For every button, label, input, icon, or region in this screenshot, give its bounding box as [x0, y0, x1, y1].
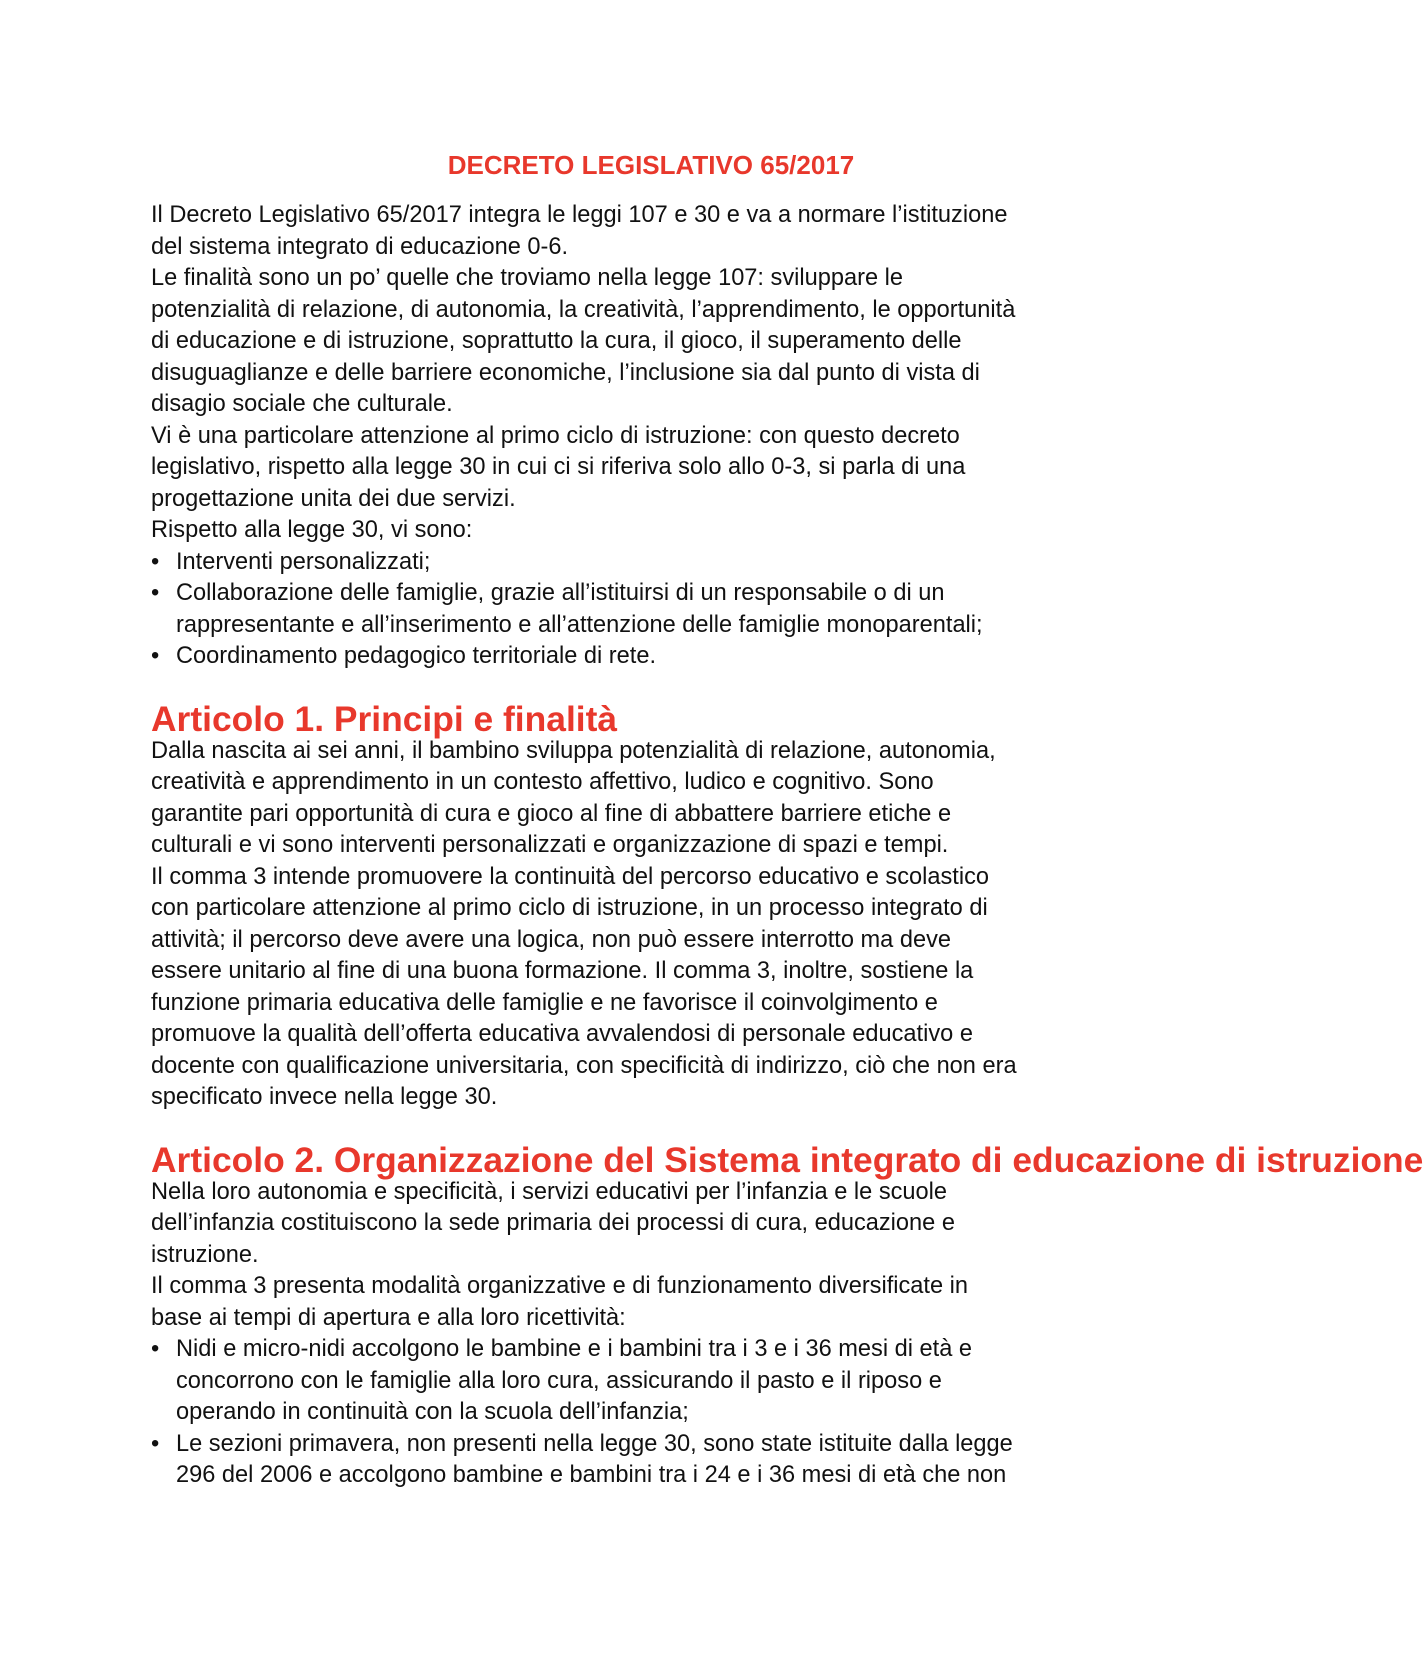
article-2-line: Il comma 3 presenta modalità organizzative e di funzionamento diversificate in: [151, 1273, 969, 1299]
list-item: [151, 641, 1151, 673]
intro-line: legislativo, rispetto alla legge 30 in cui ci si riferiva solo allo 0-3, si parla di una: [151, 454, 966, 480]
article-2-line: base ai tempi di apertura e alla loro ricettività:: [151, 1304, 626, 1331]
intro-line: Rispetto alla legge 30, vi sono:: [151, 517, 473, 543]
list-item-text: operando in continuità con la scuola dell’infanzia;: [176, 1399, 689, 1425]
intro-line: del sistema integrato di educazione 0-6.: [151, 233, 569, 260]
intro-line: Il Decreto Legislativo 65/2017 integra le leggi 107 e 30 e va a normare l’istituzione: [151, 202, 1008, 228]
intro-line: progettazione unita dei due servizi.: [151, 485, 516, 512]
intro-section: [151, 200, 1151, 673]
article-1-line: garantite pari opportunità di cura e gioco al fine di abbattere barriere etiche e: [151, 800, 952, 827]
document-page: [151, 148, 1423, 1492]
article-1-heading: Articolo 1. Principi e finalità: [151, 699, 618, 739]
intro-line: Le finalità sono un po’ quelle che troviamo nella legge 107: sviluppare le: [151, 265, 904, 291]
list-item: [151, 1429, 1151, 1492]
article-2-section: [151, 1140, 1423, 1492]
article-1-line: attività; il percorso deve avere una logica, non può essere interrotto ma deve: [151, 926, 952, 953]
article-1-line: culturali e vi sono interventi personalizzati e organizzazione di spazi e tempi.: [151, 832, 949, 858]
list-item-text: 296 del 2006 e accolgono bambine e bambini tra i 24 e i 36 mesi di età che non: [176, 1462, 1007, 1488]
bullet-icon: •: [151, 580, 160, 606]
article-1-line: Il comma 3 intende promuovere la continuità del percorso educativo e scolastico: [151, 863, 990, 890]
article-2-heading: Articolo 2. Organizzazione del Sistema integrato di educazione di istruzione: [151, 1140, 1423, 1180]
article-2-line: istruzione.: [151, 1241, 259, 1268]
intro-line: di educazione e di istruzione, soprattutto la cura, il gioco, il superamento delle: [151, 328, 962, 354]
article-1-line: creatività e apprendimento in un contesto affettivo, ludico e cognitivo. Sono: [151, 769, 934, 795]
bullet-icon: •: [151, 548, 160, 575]
list-item-text: Coordinamento pedagogico territoriale di rete.: [176, 643, 657, 669]
list-item: [151, 547, 1151, 579]
article-1-line: promuove la qualità dell’offerta educativa avvalendosi di personale educativo e: [151, 1021, 973, 1047]
article-1-line: essere unitario al fine di una buona formazione. Il comma 3, inoltre, sostiene la: [151, 958, 974, 984]
intro-line: disuguaglianze e delle barriere economiche, l’inclusione sia dal punto di vista di: [151, 359, 980, 386]
article-1-line: Dalla nascita ai sei anni, il bambino sviluppa potenzialità di relazione, autonomia,: [151, 737, 996, 764]
intro-line: disagio sociale che culturale.: [151, 391, 453, 417]
list-item-text: Collaborazione delle famiglie, grazie all’istituirsi di un responsabile o di un: [176, 580, 945, 606]
bullet-icon: •: [151, 1430, 160, 1457]
list-item: [151, 1334, 1151, 1429]
article-2-bullet-list: [151, 1334, 1151, 1492]
list-item-text: Le sezioni primavera, non presenti nella legge 30, sono state istituite dalla legge: [176, 1430, 1013, 1457]
list-item-text: concorrono con le famiglie alla loro cura, assicurando il pasto e il riposo e: [176, 1367, 942, 1394]
article-1-line: docente con qualificazione universitaria, con specificità di indirizzo, ciò che non era: [151, 1052, 1017, 1079]
list-item: [151, 578, 1151, 641]
article-2-line: Nella loro autonomia e specificità, i servizi educativi per l’infanzia e le scuole: [151, 1178, 948, 1205]
bullet-icon: •: [151, 1336, 160, 1362]
bullet-icon: •: [151, 643, 160, 669]
intro-bullet-list: [151, 547, 1151, 673]
article-2-line: dell’infanzia costituiscono la sede primaria dei processi di cura, educazione e: [151, 1210, 955, 1236]
list-item-text: Interventi personalizzati;: [176, 548, 431, 575]
article-1-line: con particolare attenzione al primo ciclo di istruzione, in un processo integrato di: [151, 895, 988, 921]
intro-line: potenzialità di relazione, di autonomia, la creatività, l’apprendimento, le opportunità: [151, 296, 1016, 323]
intro-line: Vi è una particolare attenzione al primo ciclo di istruzione: con questo decreto: [151, 422, 960, 449]
document-title: DECRETO LEGISLATIVO 65/2017: [447, 150, 855, 180]
article-1-line: funzione primaria educativa delle famiglie e ne favorisce il coinvolgimento e: [151, 989, 938, 1016]
article-1-line: specificato invece nella legge 30.: [151, 1084, 498, 1110]
article-1-section: [151, 699, 1151, 1114]
list-item-text: rappresentante e all’inserimento e all’attenzione delle famiglie monoparentali;: [176, 611, 983, 638]
list-item-text: Nidi e micro-nidi accolgono le bambine e i bambini tra i 3 e i 36 mesi di età e: [176, 1336, 973, 1362]
